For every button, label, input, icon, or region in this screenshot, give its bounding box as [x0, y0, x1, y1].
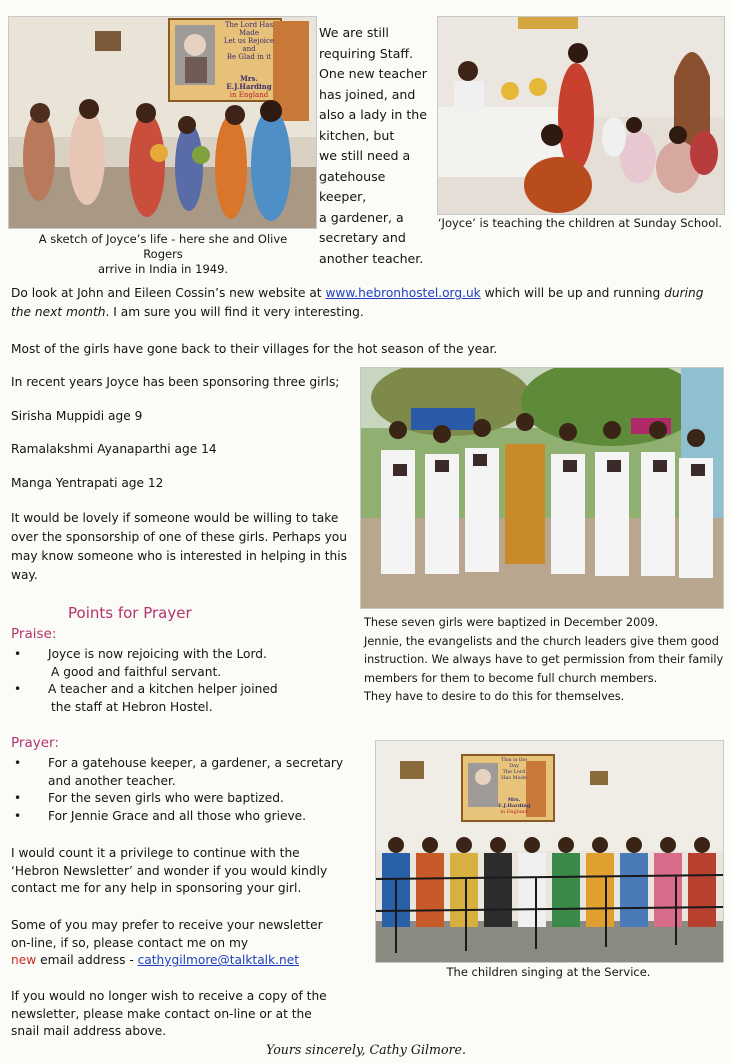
caption-line: Jennie, the evangelists and the church leaders give them good	[364, 634, 719, 648]
photo2-caption: ‘Joyce’ is teaching the children at Sunday School.	[437, 216, 723, 230]
poster-line: Be Glad in it	[226, 53, 272, 61]
girl-name: Sirisha Muppidi age 9	[11, 409, 143, 423]
photo-sunday-school	[437, 16, 725, 215]
paragraph-line: It would be lovely if someone would be willing to take	[11, 511, 339, 525]
poster-text	[219, 21, 279, 99]
staff-line: a gardener, a	[319, 209, 404, 225]
staff-line: has joined, and	[319, 86, 416, 102]
praise-list	[11, 646, 278, 716]
paragraph-line: Some of you may prefer to receive your newsletter	[11, 918, 323, 932]
praise-heading: Praise:	[11, 626, 57, 642]
caption-line: members for them to become full church members.	[364, 671, 658, 685]
list-item-text: • For a gatehouse keeper, a gardener, a secretary	[48, 756, 344, 770]
staff-line: requiring Staff.	[319, 45, 414, 61]
paragraph-line: newsletter, please make contact on-line or at the	[11, 1006, 312, 1021]
list-item-text: • A teacher and a kitchen helper joined	[48, 682, 278, 697]
staff-needed-text	[319, 23, 431, 269]
paragraph-line: may know someone who is interested in helping in this	[11, 549, 348, 563]
poster-line: in England	[500, 809, 528, 815]
caption-line: A sketch of Joyce’s life - here she and Olive Rogers	[38, 232, 288, 261]
staff-line: secretary and	[319, 230, 406, 245]
online-paragraph	[11, 917, 323, 970]
poster-line: The Lord Has Made	[501, 769, 527, 781]
list-item	[11, 681, 278, 716]
caption-line: instruction. We always have to get permission from their family	[364, 653, 724, 666]
website-paragraph	[11, 284, 723, 322]
paragraph-line: over the sponsorship of one of these girls. Perhaps you	[11, 530, 347, 544]
paragraph-line: If you would no longer wish to receive a copy of the	[11, 989, 327, 1003]
paragraph-line: on-line, if so, please contact me on my	[11, 935, 249, 950]
paragraph-line: I would count it a privilege to continue with the	[11, 846, 300, 860]
sponsor-intro: In recent years Joyce has been sponsoring three girls;	[11, 375, 340, 389]
email-label: email address -	[36, 953, 138, 968]
website-link[interactable]: www.hebronhostel.org.uk	[325, 286, 481, 300]
list-item	[11, 755, 343, 790]
poster-line: Mrs. E.J.Harding	[498, 797, 531, 809]
caption-line: arrive in India in 1949.	[97, 262, 229, 276]
poster-text	[498, 757, 530, 815]
email-link[interactable]: cathygilmore@talktalk.net	[137, 953, 300, 968]
paragraph-line: snail mail address above.	[11, 1024, 167, 1039]
list-item	[11, 808, 343, 826]
staff-line: One new teacher	[319, 66, 427, 81]
poster-line: Mrs. E.J.Harding	[226, 74, 272, 91]
signature: Yours sincerely, Cathy Gilmore.	[266, 1042, 467, 1057]
email-line	[11, 952, 323, 970]
unsubscribe-paragraph	[11, 988, 327, 1041]
list-item-text: the staff at Hebron Hostel.	[51, 699, 213, 714]
list-item-text: A good and faithful servant.	[51, 664, 222, 679]
staff-line: We are still	[319, 25, 389, 40]
website-text: . I am sure you will find it very interesting.	[105, 305, 364, 319]
list-item-text: • For the seven girls who were baptized.	[48, 791, 284, 806]
photo1-caption	[18, 232, 308, 277]
staff-line: also a lady in the	[319, 107, 428, 122]
girl-name: Ramalakshmi Ayanaparthi age 14	[11, 442, 217, 456]
prayer-heading: Prayer:	[11, 735, 59, 751]
photo-baptized-girls	[360, 367, 724, 609]
privilege-paragraph	[11, 845, 327, 898]
list-item-text: and another teacher.	[48, 773, 176, 788]
website-text: which will be up and running	[480, 286, 665, 300]
list-item	[11, 646, 278, 681]
photo-children-singing	[375, 740, 724, 963]
poster-line: This is the Day	[500, 757, 528, 769]
poster-line: The Lord Has Made	[224, 21, 274, 37]
staff-line: kitchen, but	[319, 127, 395, 143]
staff-line: we still need a	[319, 148, 411, 163]
singing-caption: The children singing at the Service.	[446, 965, 651, 979]
website-italic: during the next month	[11, 286, 704, 319]
sponsor-paragraph	[11, 509, 347, 585]
villages-text: Most of the girls have gone back to their villages for the hot season of the year.	[11, 342, 498, 356]
paragraph-line: ‘Hebron Newsletter’ and wonder if you would kindly	[11, 863, 328, 878]
list-item	[11, 790, 343, 808]
list-item-text: • For Jennie Grace and all those who grieve.	[48, 808, 307, 823]
caption-line: They have to desire to do this for themselves.	[364, 690, 625, 703]
baptism-caption	[364, 614, 726, 707]
girl-name: Manga Yentrapati age 12	[11, 476, 164, 490]
list-item-text: • Joyce is now rejoicing with the Lord.	[48, 647, 267, 661]
staff-line: gatehouse keeper,	[319, 168, 386, 204]
prayer-list	[11, 755, 343, 825]
poster-line: Let us Rejoice and	[223, 37, 275, 53]
website-text: Do look at John and Eileen Cossin’s new website at	[11, 286, 326, 300]
prayer-title: Points for Prayer	[68, 604, 192, 622]
paragraph-line: contact me for any help in sponsoring your girl.	[11, 881, 302, 896]
caption-line: These seven girls were baptized in December 2009.	[364, 616, 659, 629]
staff-line: another teacher.	[319, 250, 424, 266]
photo-joyce-sketch	[8, 16, 317, 229]
poster-line: in England	[229, 91, 269, 99]
new-label: new	[11, 953, 37, 968]
paragraph-line: way.	[11, 568, 38, 582]
